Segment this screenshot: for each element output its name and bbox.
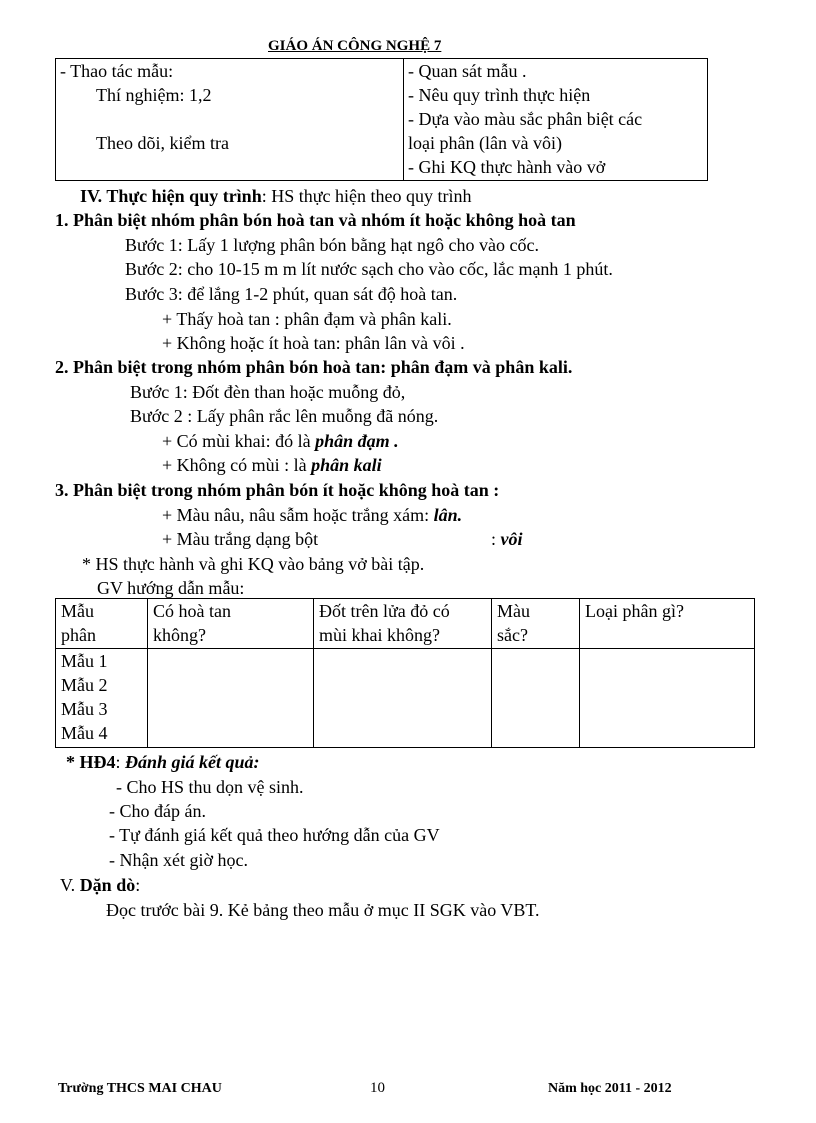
student-activity-cell <box>404 59 708 181</box>
footer-page-number: 10 <box>370 1080 385 1096</box>
lime-term: vôi <box>500 529 523 549</box>
part-1-result-1: + Thấy hoà tan : phân đạm và phân kali. <box>162 309 452 329</box>
footer-year: Năm học 2011 - 2012 <box>548 1081 672 1096</box>
part-1-step-3: Bước 3: để lắng 1-2 phút, quan sát độ hoà tan. <box>125 284 458 304</box>
monitor-label: Theo dõi, kiểm tra <box>96 133 229 153</box>
part-2-result-1: + Có mùi khai: đó là phân đạm . <box>162 431 399 451</box>
part-3-result-2: + Màu trắng dạng bột <box>162 529 319 549</box>
sample-label: Mẫu 3 <box>61 699 108 719</box>
part-1-result-2: + Không hoặc ít hoà tan: phân lân và vôi . <box>162 333 465 353</box>
header-sample: Mẫu phân <box>56 599 148 649</box>
header-color: Màu sắc? <box>492 599 580 649</box>
phosphate-term: lân. <box>433 505 463 525</box>
page-title: GIÁO ÁN CÔNG NGHỆ 7 <box>268 38 442 54</box>
student-step: - Dựa vào màu sắc phân biệt các <box>408 109 643 129</box>
part-2-step-2: Bước 2 : Lấy phân rắc lên muỗng đã nóng. <box>130 406 439 426</box>
student-step: - Ghi KQ thực hành vào vở <box>408 157 606 177</box>
footer-school: Trường THCS MAI CHAU <box>58 1081 222 1096</box>
part-1-heading: 1. Phân biệt nhóm phân bón hoà tan và nhóm ít hoặc không hoà tan <box>55 210 576 230</box>
teacher-activity-cell <box>56 59 404 181</box>
practice-note: * HS thực hành và ghi KQ vào bảng vở bài tập. <box>82 554 425 574</box>
demo-label: - Thao tác mẫu: <box>60 61 174 81</box>
part-3-result-1: + Màu nâu, nâu sẫm hoặc trắng xám: lân. <box>162 505 463 525</box>
hd4-heading: * HĐ4: Đánh giá kết quả: <box>66 752 260 772</box>
hd4-item: - Tự đánh giá kết quả theo hướng dẫn của GV <box>109 825 440 845</box>
hd4-item: - Cho HS thu dọn vệ sinh. <box>116 777 304 797</box>
hd4-item: - Nhận xét giờ học. <box>109 850 248 870</box>
section-4-label: IV. Thực hiện quy trình <box>80 186 262 206</box>
guide-note: GV hướng dẫn mẫu: <box>97 578 245 598</box>
table-row <box>56 649 755 748</box>
sample-list-cell <box>56 649 148 748</box>
empty-cell <box>148 649 314 748</box>
sample-label: Mẫu 1 <box>61 651 108 671</box>
header-soluble: Có hoà tan không? <box>148 599 314 649</box>
part-1-step-2: Bước 2: cho 10-15 m m lít nước sạch cho vào cốc, lắc mạnh 1 phút. <box>125 259 613 279</box>
sample-label: Mẫu 2 <box>61 675 108 695</box>
header-fertilizer-type: Loại phân gì? <box>580 599 755 649</box>
part-3-heading: 3. Phân biệt trong nhóm phân bón ít hoặc không hoà tan : <box>55 480 500 500</box>
potassium-fertilizer-term: phân kali <box>311 455 382 475</box>
student-step: - Quan sát mẫu . <box>408 61 527 81</box>
empty-cell <box>314 649 492 748</box>
hd4-label: * HĐ4 <box>66 752 116 772</box>
activity-table <box>55 58 708 181</box>
empty-cell <box>492 649 580 748</box>
hd4-title: Đánh giá kết quả: <box>125 752 260 772</box>
ammonium-fertilizer-term: phân đạm . <box>315 431 399 451</box>
empty-cell <box>580 649 755 748</box>
student-step: - Nêu quy trình thực hiện <box>408 85 591 105</box>
student-step: loại phân (lân và vôi) <box>408 133 562 153</box>
section-4-text: : HS thực hiện theo quy trình <box>261 186 472 206</box>
part-2-result-2: + Không có mùi : là phân kali <box>162 455 382 475</box>
part-3-result-2-answer: : vôi <box>491 529 523 549</box>
section-5-label: Dặn dò <box>79 875 136 895</box>
part-2-heading: 2. Phân biệt trong nhóm phân bón hoà tan: phân đạm và phân kali. <box>55 357 573 377</box>
section-5-text: Đọc trước bài 9. Kẻ bảng theo mẫu ở mục II SGK vào VBT. <box>106 900 540 920</box>
header-burn-smell: Đốt trên lửa đỏ có mùi khai không? <box>314 599 492 649</box>
hd4-item: - Cho đáp án. <box>109 801 206 821</box>
table-header-row <box>56 599 755 649</box>
section-4 <box>80 184 471 208</box>
part-1-step-1: Bước 1: Lấy 1 lượng phân bón bằng hạt ngô cho vào cốc. <box>125 235 539 255</box>
part-2-step-1: Bước 1: Đốt đèn than hoặc muỗng đỏ, <box>130 382 406 402</box>
section-5-heading: V. Dặn dò: <box>60 875 141 895</box>
experiment-label: Thí nghiệm: 1,2 <box>96 85 212 105</box>
sample-results-table <box>55 598 755 748</box>
sample-label: Mẫu 4 <box>61 723 108 743</box>
